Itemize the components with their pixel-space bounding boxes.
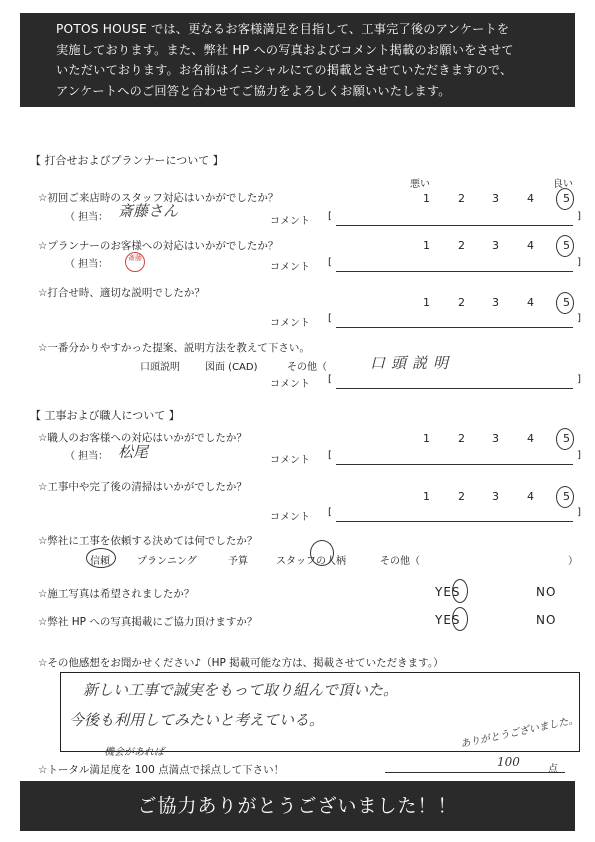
section-title-construction: 【 工事および職人について 】 <box>30 409 180 422</box>
rating-3[interactable]: 3 <box>492 239 499 252</box>
comment-label: コメント <box>270 512 310 523</box>
comment-label: コメント <box>270 379 310 390</box>
selected-option-circle <box>452 579 468 603</box>
question-craftsman-response: ☆職人のお客様への対応はいかがでしたか？ <box>38 432 247 444</box>
rating-5[interactable]: 5 <box>563 296 570 309</box>
rating-4[interactable]: 4 <box>527 239 534 252</box>
rating-5[interactable]: 5 <box>563 432 570 445</box>
handwritten-staff-name: 斎藤さん <box>118 202 179 220</box>
comment-label: コメント <box>270 216 310 227</box>
rating-3[interactable]: 3 <box>492 432 499 445</box>
hanko-stamp: 斎藤 <box>125 252 145 272</box>
question-cleaning: ☆工事中や完了後の清掃はいかがでしたか？ <box>38 481 247 493</box>
intro-line-3: いただいております。お名前はイニシャルにての掲載とさせていただきますので、 <box>56 63 513 77</box>
no-option[interactable]: NO <box>536 585 557 599</box>
handwritten-craftsman-name: 松尾 <box>118 443 149 461</box>
question-best-method: ☆一番分かりやすかった提案、説明方法を教えて下さい。 <box>38 342 310 354</box>
scale-good-label: 良い <box>553 179 573 190</box>
selected-option-circle <box>452 607 468 631</box>
option-other-close: ） <box>568 556 578 567</box>
no-option[interactable]: NO <box>536 613 557 627</box>
rating-4[interactable]: 4 <box>527 192 534 205</box>
selected-option-circle <box>86 548 116 568</box>
option-trust[interactable]: 信頼 <box>90 556 110 567</box>
comment-box[interactable] <box>60 672 580 752</box>
rating-2[interactable]: 2 <box>458 192 465 205</box>
score-line <box>385 772 565 773</box>
option-staff[interactable]: スタッフの人柄 <box>276 556 346 567</box>
handwritten-method: 口頭説明 <box>370 354 455 372</box>
tantou-label: （ 担当： <box>65 451 109 462</box>
handwritten-comment-line-1: 新しい工事で誠実をもって取り組んで頂いた。 <box>83 681 399 699</box>
selected-rating-circle <box>556 235 574 257</box>
question-planner-response: ☆プランナーのお客様への対応はいかがでしたか？ <box>38 240 279 252</box>
option-verbal[interactable]: 口頭説明 <box>140 362 180 373</box>
comment-field[interactable]: [ ] <box>328 452 581 465</box>
handwritten-score: 100 <box>497 755 520 769</box>
selected-rating-circle <box>556 486 574 508</box>
rating-1[interactable]: 1 <box>423 192 430 205</box>
comment-label: コメント <box>270 262 310 273</box>
handwritten-comment-line-2: 今後も利用してみたいと考えている。 <box>69 711 325 729</box>
scale-bad-label: 悪い <box>410 179 430 190</box>
rating-3[interactable]: 3 <box>492 192 499 205</box>
rating-3[interactable]: 3 <box>492 296 499 309</box>
rating-5[interactable]: 5 <box>563 490 570 503</box>
handwritten-comment-thanks: ありがとうございました。 <box>459 714 580 751</box>
rating-1[interactable]: 1 <box>423 490 430 503</box>
rating-5[interactable]: 5 <box>563 239 570 252</box>
intro-banner <box>20 13 575 107</box>
selected-rating-circle <box>556 292 574 314</box>
rating-2[interactable]: 2 <box>458 296 465 309</box>
intro-line-4: アンケートへのご回答と合わせてご協力をよろしくお願いいたします。 <box>56 83 451 98</box>
tantou-label: （ 担当： <box>65 212 109 223</box>
handwritten-note: 機会があれば <box>104 747 164 758</box>
question-explanation: ☆打合せ時、適切な説明でしたか？ <box>38 287 205 299</box>
rating-3[interactable]: 3 <box>492 490 499 503</box>
question-hp-consent: ☆弊社 HP への写真掲載にご協力頂けますか？ <box>38 616 258 628</box>
comment-label: コメント <box>270 318 310 329</box>
option-other[interactable]: その他（ <box>380 556 420 567</box>
question-deciding-factor: ☆弊社に工事を依頼する決めては何でしたか？ <box>38 535 258 547</box>
rating-1[interactable]: 1 <box>423 296 430 309</box>
thanks-banner: ご協力ありがとうございました！！ <box>20 781 575 831</box>
option-budget[interactable]: 予算 <box>228 556 248 567</box>
yes-option[interactable]: YES <box>435 585 461 599</box>
question-photos-wanted: ☆施工写真は希望されましたか？ <box>38 588 195 600</box>
comment-field[interactable]: [ ] <box>328 315 581 328</box>
rating-2[interactable]: 2 <box>458 239 465 252</box>
selected-rating-circle <box>556 188 574 210</box>
rating-1[interactable]: 1 <box>423 239 430 252</box>
yes-option[interactable]: YES <box>435 613 461 627</box>
tantou-label: （ 担当： <box>65 259 109 270</box>
intro-line-1: POTOS HOUSE では、更なるお客様満足を目指して、工事完了後のアンケートを <box>56 22 510 36</box>
section-title-planner: 【 打合せおよびプランナーについて 】 <box>30 154 224 167</box>
question-other-comments: ☆その他感想をお聞かせください♪（HP 掲載可能な方は、掲載させていただきます。） <box>38 657 444 669</box>
score-unit: 点 <box>548 764 558 775</box>
rating-2[interactable]: 2 <box>458 490 465 503</box>
rating-4[interactable]: 4 <box>527 432 534 445</box>
rating-1[interactable]: 1 <box>423 432 430 445</box>
comment-field[interactable]: [ ] <box>328 213 581 226</box>
option-cad[interactable]: 図面 (CAD) <box>205 362 258 373</box>
comment-field[interactable]: [ ] <box>328 509 581 522</box>
option-other[interactable]: その他（ <box>287 362 327 373</box>
comment-field[interactable]: [ ] <box>328 376 581 389</box>
question-total-score: ☆トータル満足度を 100 点満点で採点して下さい！ <box>38 764 285 776</box>
rating-4[interactable]: 4 <box>527 490 534 503</box>
comment-label: コメント <box>270 455 310 466</box>
rating-4[interactable]: 4 <box>527 296 534 309</box>
option-planning[interactable]: プランニング <box>137 556 197 567</box>
rating-2[interactable]: 2 <box>458 432 465 445</box>
question-initial-visit: ☆初回ご来店時のスタッフ対応はいかがでしたか？ <box>38 192 279 204</box>
rating-5[interactable]: 5 <box>563 192 570 205</box>
intro-line-2: 実施しております。また、弊社 HP への写真およびコメント掲載のお願いをさせて <box>56 42 514 57</box>
selected-rating-circle <box>556 428 574 450</box>
selected-option-circle <box>310 540 334 566</box>
comment-field[interactable]: [ ] <box>328 259 581 272</box>
